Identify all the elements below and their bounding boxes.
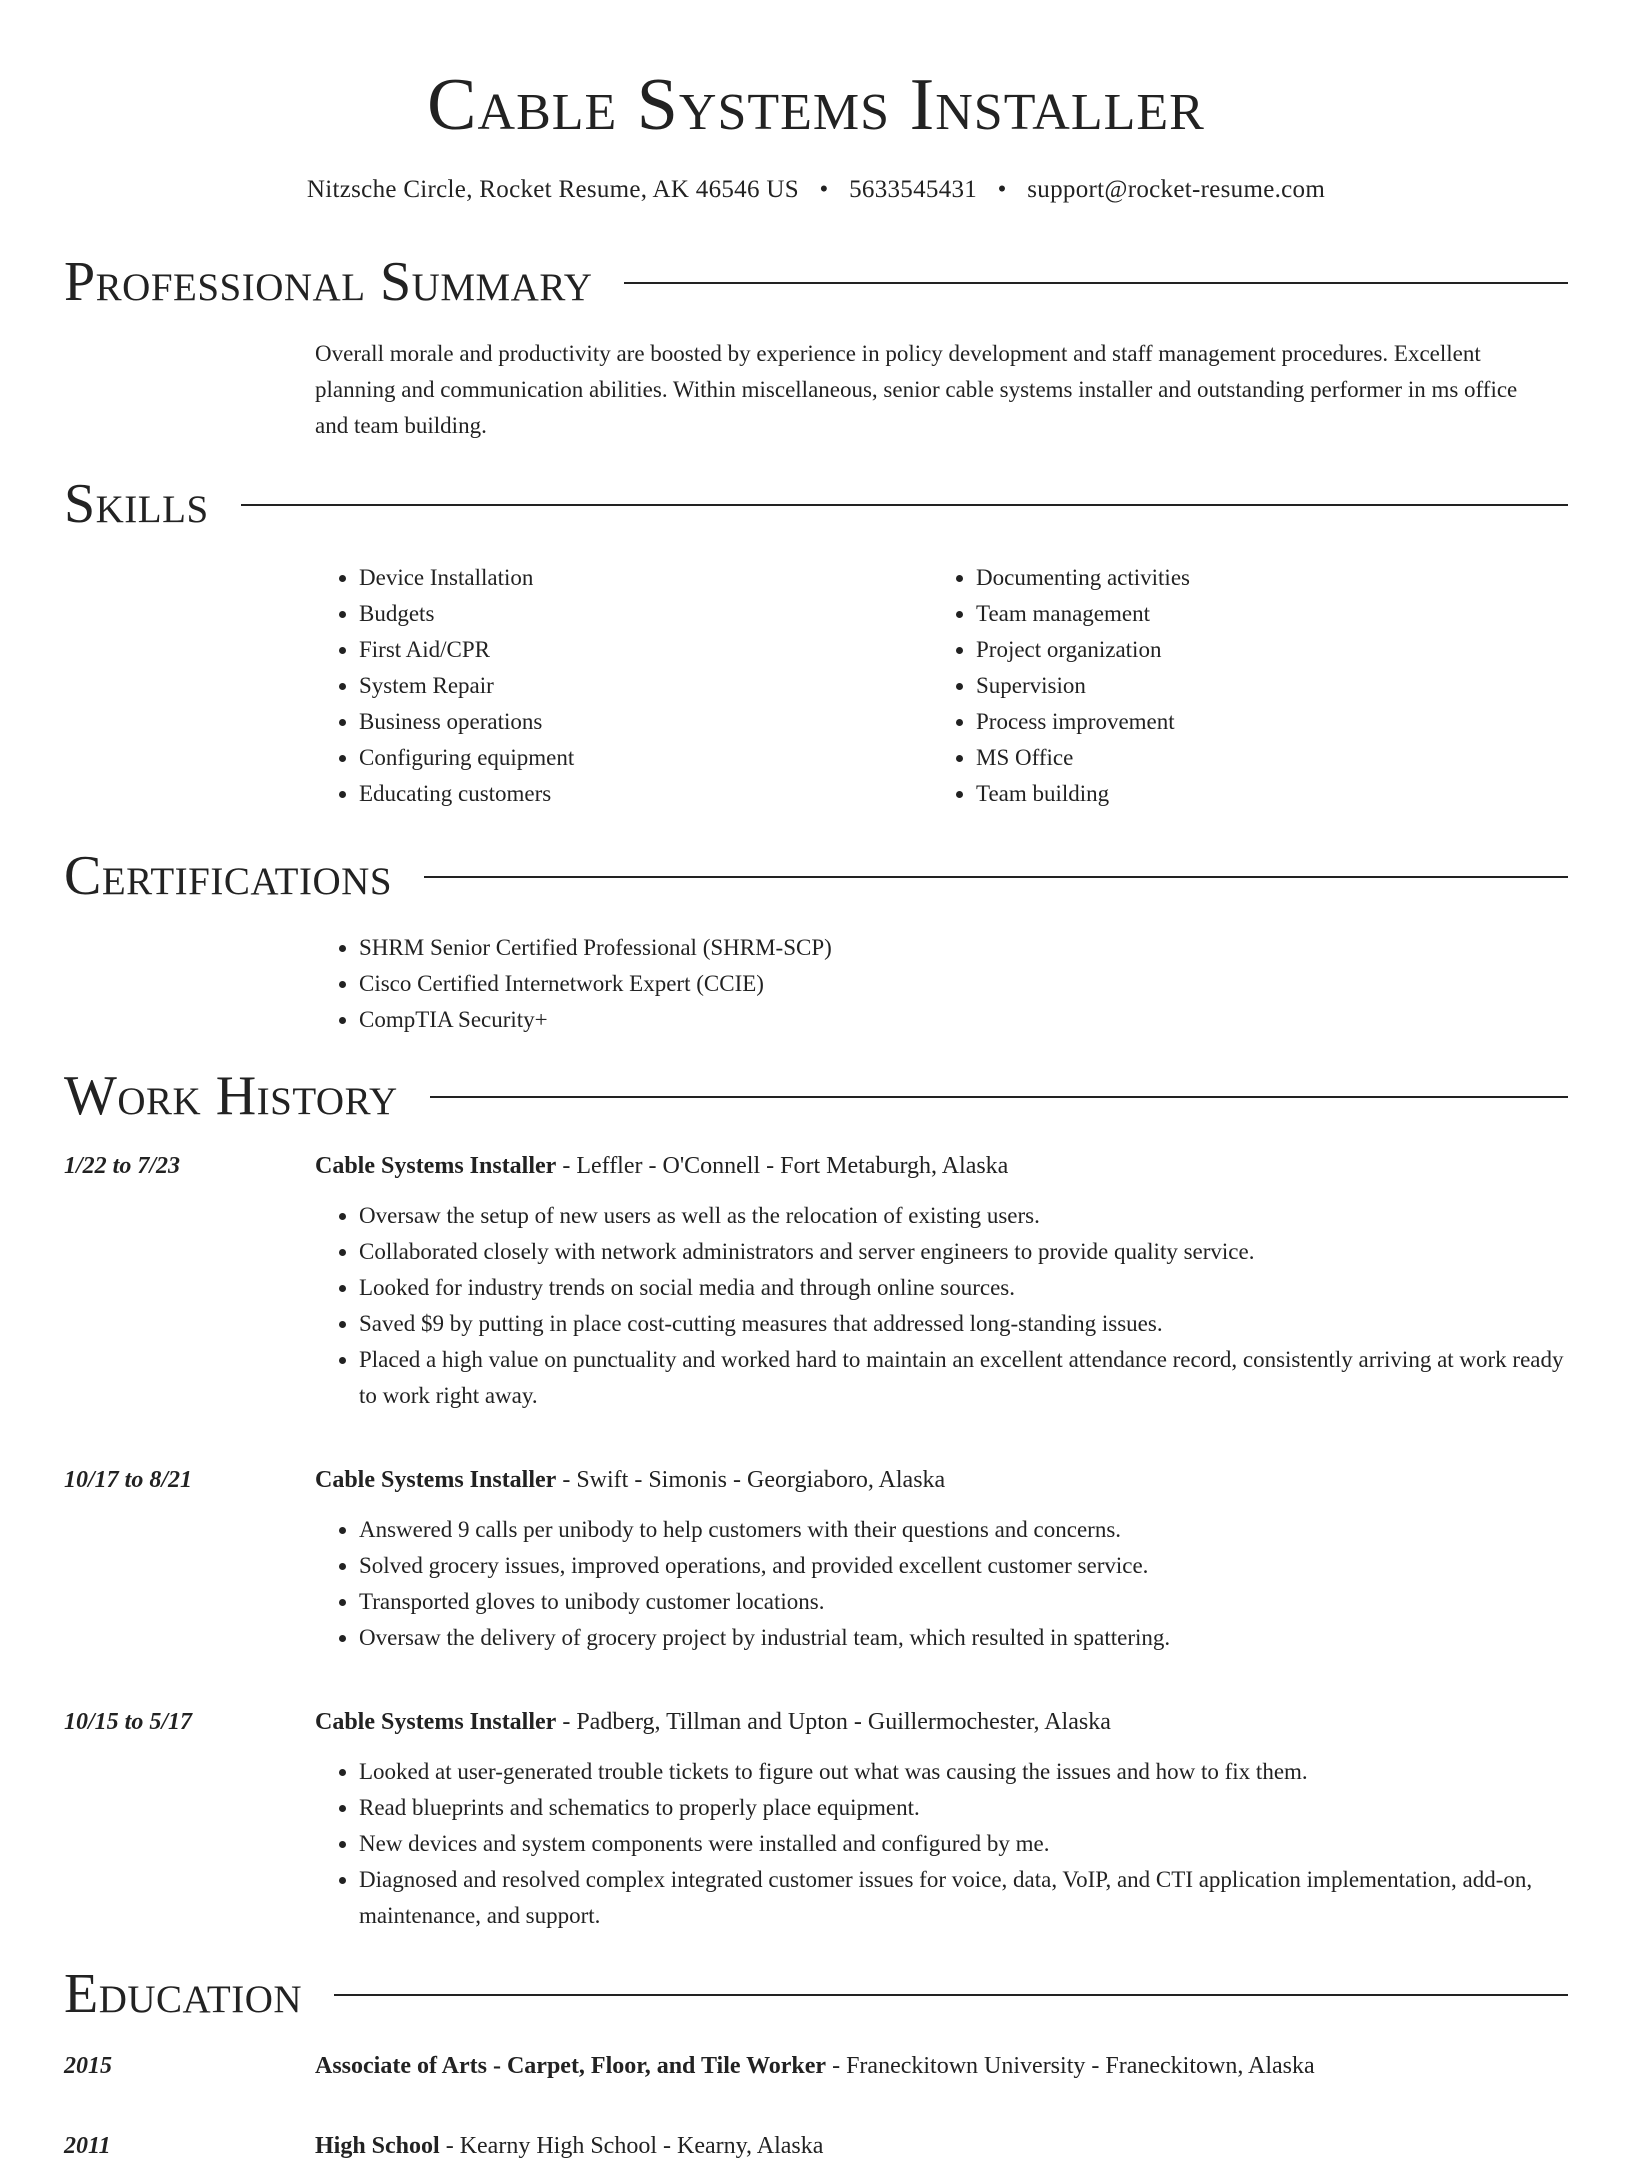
contact-separator: • — [997, 176, 1007, 203]
education-details — [315, 2048, 1568, 2084]
section-divider — [424, 876, 1568, 878]
section-title-work: Work History — [64, 1065, 398, 1127]
skill-item: • Team management — [976, 596, 1549, 632]
job-dates: 10/15 to 5/17 — [64, 1709, 193, 1735]
skill-item: • Documenting activities — [976, 560, 1549, 596]
job-bullets — [315, 1754, 1568, 1934]
job-title-line — [315, 1148, 1568, 1184]
education-school: - Franeckitown University - Franeckitown, Alaska — [826, 2053, 1315, 2079]
contact-line — [64, 174, 1568, 206]
job-bullets — [315, 1512, 1568, 1656]
education-entry — [64, 2048, 1568, 2084]
education-details — [315, 2128, 1568, 2164]
job-bullet: • Solved grocery issues, improved operations, and provided excellent customer service. — [359, 1548, 1568, 1584]
summary-text: Overall morale and productivity are boosted by experience in policy development and staff management procedures. Excellent planning and communication abilities. Within miscellaneous, senior cable systems installer and outstanding performer in ms office and team building. — [315, 341, 1518, 438]
section-title-skills: Skills — [64, 473, 209, 535]
certifications-section — [315, 930, 1568, 1038]
skill-item: • System Repair — [359, 668, 932, 704]
resume-name: Cable Systems Installer — [427, 64, 1205, 146]
skills-section — [315, 560, 1568, 812]
job-content — [315, 1704, 1568, 1934]
job-title: Cable Systems Installer — [315, 1153, 557, 1179]
job-title-line — [315, 1462, 1568, 1498]
contact-address: Nitzsche Circle, Rocket Resume, AK 46546 US — [306, 176, 799, 203]
skills-section-header — [64, 472, 1568, 536]
job-title: Cable Systems Installer — [315, 1467, 557, 1493]
job-bullet: • Oversaw the setup of new users as well as the relocation of existing users. — [359, 1198, 1568, 1234]
contact-email: support@rocket-resume.com — [1027, 176, 1326, 203]
job-title: Cable Systems Installer — [315, 1709, 557, 1735]
work-section-header — [64, 1064, 1568, 1128]
skill-item: • Supervision — [976, 668, 1549, 704]
job-bullet: • Placed a high value on punctuality and worked hard to maintain an excellent attendance record, consistently arriving at work ready to work right away. — [359, 1342, 1568, 1414]
contact-separator: • — [819, 176, 829, 203]
education-year: 2015 — [64, 2053, 112, 2079]
job-employer: - Swift - Simonis - Georgiaboro, Alaska — [556, 1467, 946, 1493]
job-bullet: • Transported gloves to unibody customer locations. — [359, 1584, 1568, 1620]
job-employer: - Leffler - O'Connell - Fort Metaburgh, Alaska — [556, 1153, 1009, 1179]
job-bullet: • Read blueprints and schematics to properly place equipment. — [359, 1790, 1568, 1826]
certifications-section-header — [64, 844, 1568, 908]
job-content — [315, 1462, 1568, 1656]
job-dates: 10/17 to 8/21 — [64, 1467, 193, 1493]
section-title-certifications: Certifications — [64, 845, 393, 907]
skill-item: • Project organization — [976, 632, 1549, 668]
section-divider — [624, 282, 1568, 284]
job-bullet: • Collaborated closely with network administrators and server engineers to provide quality service. — [359, 1234, 1568, 1270]
education-section-header — [64, 1962, 1568, 2026]
education-degree: High School — [315, 2133, 440, 2159]
job-dates: 1/22 to 7/23 — [64, 1153, 181, 1179]
summary-section — [315, 336, 1568, 444]
section-title-education: Education — [64, 1963, 303, 2025]
education-school: - Kearny High School - Kearny, Alaska — [439, 2133, 824, 2159]
skill-item: • Budgets — [359, 596, 932, 632]
job-title-line — [315, 1704, 1568, 1740]
certifications-list — [315, 930, 1568, 1038]
job-content — [315, 1148, 1568, 1414]
skills-grid — [315, 560, 1568, 812]
job-employer: - Padberg, Tillman and Upton - Guillermochester, Alaska — [556, 1709, 1111, 1735]
job-bullets — [315, 1198, 1568, 1414]
skill-item: • Process improvement — [976, 704, 1549, 740]
skill-item: • MS Office — [976, 740, 1549, 776]
skills-list-right — [932, 560, 1549, 812]
skills-list-left — [315, 560, 932, 812]
job-bullet: • Saved $9 by putting in place cost-cutting measures that addressed long-standing issues. — [359, 1306, 1568, 1342]
certification-item: • Cisco Certified Internetwork Expert (CCIE) — [359, 966, 1568, 1002]
job-bullet: • Oversaw the delivery of grocery project by industrial team, which resulted in spattering. — [359, 1620, 1568, 1656]
education-degree: Associate of Arts - Carpet, Floor, and Tile Worker — [315, 2053, 827, 2079]
section-divider — [241, 504, 1568, 506]
skills-column-right — [932, 560, 1549, 812]
job-entry — [64, 1462, 1568, 1656]
skills-column-left — [315, 560, 932, 812]
certification-item: • CompTIA Security+ — [359, 1002, 1568, 1038]
job-bullet: • Diagnosed and resolved complex integrated customer issues for voice, data, VoIP, and CTI application implementation, add-on, maintenance, and support. — [359, 1862, 1568, 1934]
section-divider — [430, 1096, 1568, 1098]
section-divider — [334, 1994, 1568, 1996]
job-bullet: • New devices and system components were installed and configured by me. — [359, 1826, 1568, 1862]
skill-item: • Business operations — [359, 704, 932, 740]
job-entry — [64, 1704, 1568, 1934]
skill-item: • Team building — [976, 776, 1549, 812]
job-bullet: • Looked at user-generated trouble tickets to figure out what was causing the issues and how to fix them. — [359, 1754, 1568, 1790]
job-bullet: • Answered 9 calls per unibody to help customers with their questions and concerns. — [359, 1512, 1568, 1548]
contact-phone: 5633545431 — [849, 176, 978, 203]
section-title-summary: Professional Summary — [64, 251, 593, 313]
skill-item: • Device Installation — [359, 560, 932, 596]
job-entry — [64, 1148, 1568, 1414]
job-bullet: • Looked for industry trends on social media and through online sources. — [359, 1270, 1568, 1306]
skill-item: • Configuring equipment — [359, 740, 932, 776]
education-year: 2011 — [64, 2133, 111, 2159]
certification-item: • SHRM Senior Certified Professional (SHRM-SCP) — [359, 930, 1568, 966]
education-entry — [64, 2128, 1568, 2164]
skill-item: • First Aid/CPR — [359, 632, 932, 668]
skill-item: • Educating customers — [359, 776, 932, 812]
resume-page — [64, 0, 1568, 2164]
summary-section-header — [64, 250, 1568, 314]
